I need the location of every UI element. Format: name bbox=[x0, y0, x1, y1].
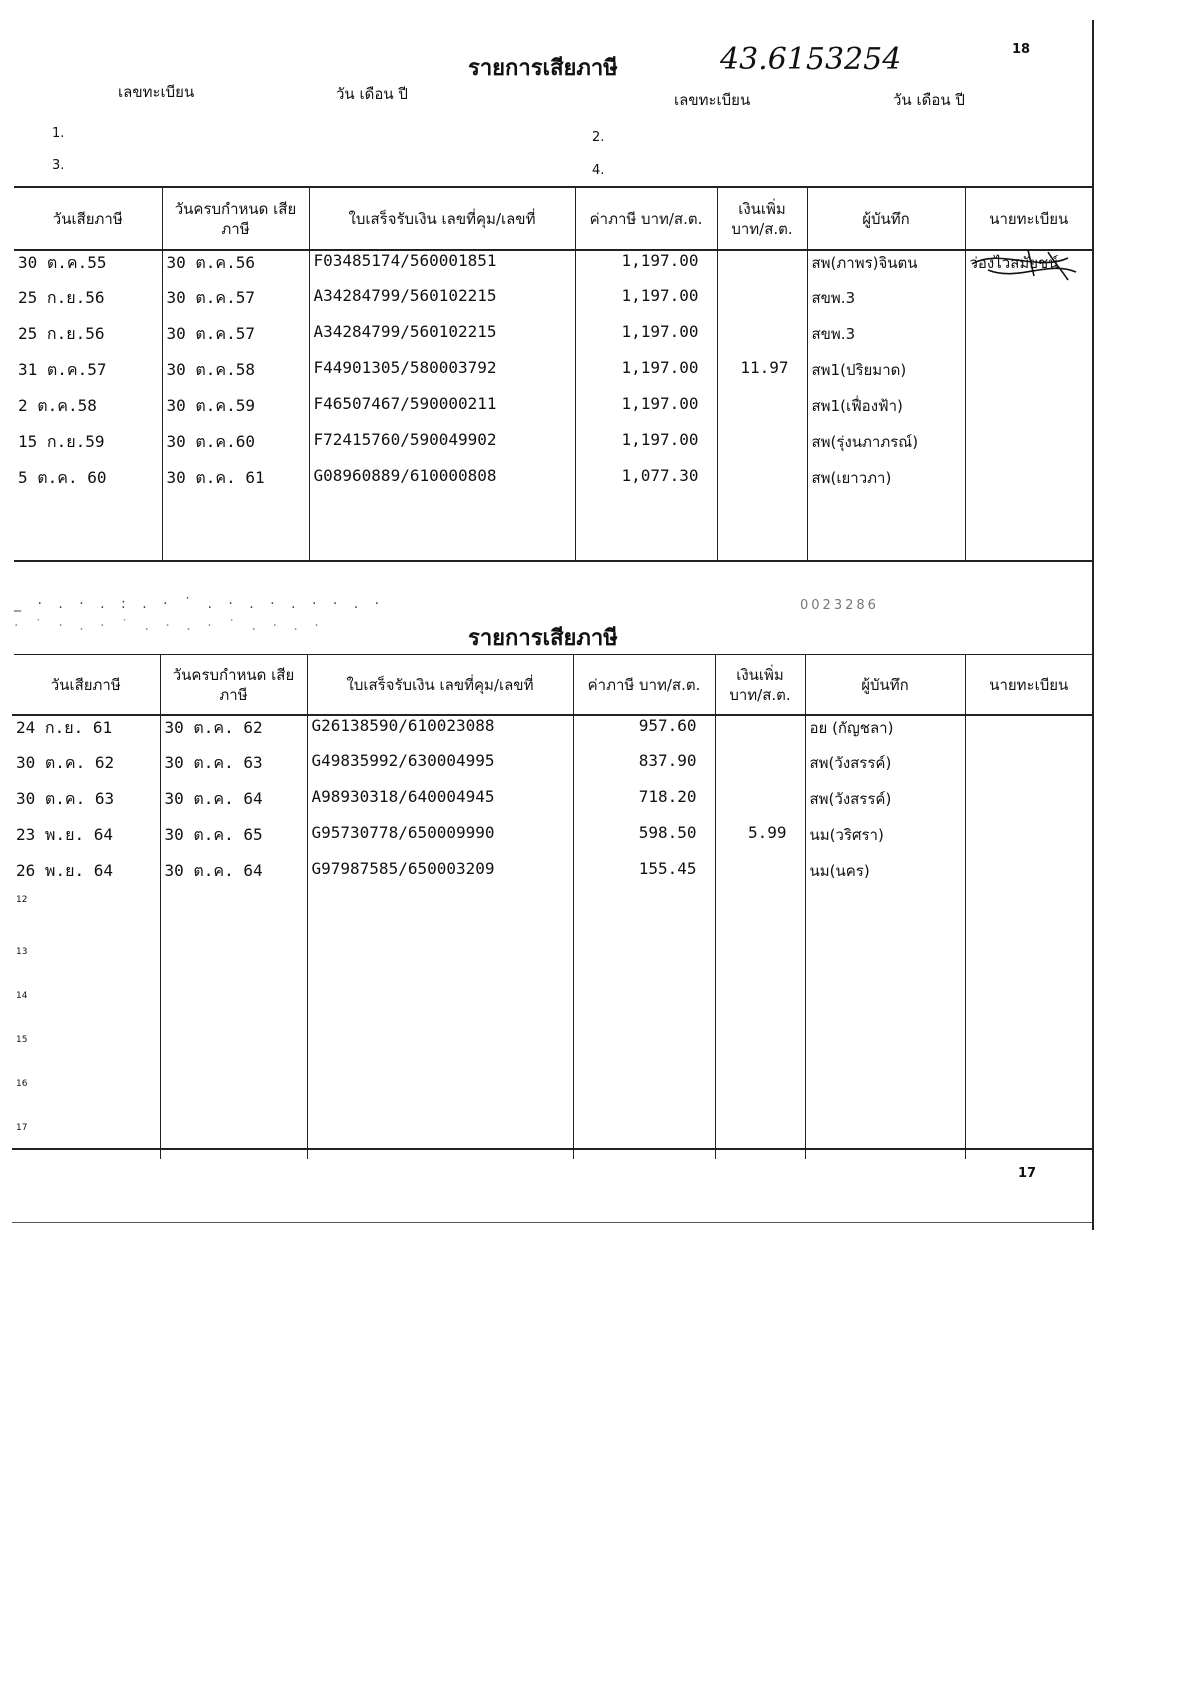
cell-registrar bbox=[965, 787, 1092, 823]
empty-cell bbox=[715, 895, 805, 1159]
registration-label-left: เลขทะเบียน bbox=[118, 83, 195, 101]
table-row bbox=[12, 787, 1092, 823]
cell-recorder: นม(วริศรา) bbox=[805, 823, 965, 859]
cell-receipt: G97987585/650003209 bbox=[307, 859, 573, 895]
cell-tax: 598.50 bbox=[573, 823, 715, 859]
cell-tax: 1,077.30 bbox=[575, 466, 717, 502]
row-number: 12 bbox=[16, 895, 28, 905]
cell-due-date: 30 ต.ค.58 bbox=[162, 358, 309, 394]
cell-receipt: F46507467/590000211 bbox=[309, 394, 575, 430]
cell-tax: 957.60 bbox=[573, 715, 715, 751]
cell-receipt: G26138590/610023088 bbox=[307, 715, 573, 751]
empty-cell bbox=[717, 502, 807, 560]
row-number: 13 bbox=[16, 947, 28, 957]
item-4: 4. bbox=[592, 163, 605, 178]
col-pay-date-2: วันเสียภาษี bbox=[12, 655, 160, 715]
cell-registrar bbox=[965, 358, 1092, 394]
handwritten-number: 43.6153254 bbox=[720, 42, 902, 77]
col-tax: ค่าภาษี บาท/ส.ต. bbox=[575, 188, 717, 250]
cell-tax: 155.45 bbox=[573, 859, 715, 895]
cell-registrar bbox=[965, 394, 1092, 430]
faint-number: 0023286 bbox=[800, 598, 879, 613]
cell-tax: 1,197.00 bbox=[575, 322, 717, 358]
cell-receipt: G08960889/610000808 bbox=[309, 466, 575, 502]
cell-registrar bbox=[965, 859, 1092, 895]
cell-pay-date: 2 ต.ค.58 bbox=[18, 396, 97, 415]
cell-recorder: สขพ.3 bbox=[807, 322, 965, 358]
cell-receipt: F44901305/580003792 bbox=[309, 358, 575, 394]
cell-pay-date: 25 ก.ย.56 bbox=[18, 324, 105, 343]
cell-pay-date: 5 ต.ค. 60 bbox=[18, 468, 107, 487]
table-row bbox=[14, 250, 1092, 286]
col-recorder: ผู้บันทึก bbox=[807, 188, 965, 250]
empty-cell bbox=[573, 895, 715, 1159]
signature-drawing bbox=[968, 242, 1080, 292]
empty-cell bbox=[162, 502, 309, 560]
cell-registrar bbox=[965, 751, 1092, 787]
tax-table-1 bbox=[14, 188, 1092, 560]
page-number-top: 18 bbox=[1012, 42, 1031, 57]
cell-registrar bbox=[965, 430, 1092, 466]
cell-surcharge bbox=[717, 322, 807, 358]
table2-bottom-rule bbox=[12, 1148, 1092, 1150]
cell-pay-date: 30 ต.ค.55 bbox=[18, 253, 107, 272]
cell-surcharge bbox=[715, 751, 805, 787]
col-surcharge: เงินเพิ่ม บาท/ส.ต. bbox=[717, 188, 807, 250]
col-due-date-2: วันครบกำหนด เสียภาษี bbox=[160, 655, 307, 715]
cell-pay-date: 26 พ.ย. 64 bbox=[16, 861, 113, 880]
section-title-2: รายการเสียภาษี bbox=[468, 625, 618, 651]
footer-rule bbox=[12, 1222, 1092, 1223]
empty-row-area bbox=[12, 895, 1092, 1159]
cell-tax: 1,197.00 bbox=[575, 394, 717, 430]
row-number: 14 bbox=[16, 991, 28, 1001]
cell-pay-date: 30 ต.ค. 63 bbox=[16, 789, 115, 808]
cell-surcharge bbox=[715, 787, 805, 823]
cell-registrar: ว่องไวสมัยชน์ bbox=[965, 250, 1092, 286]
col-pay-date: วันเสียภาษี bbox=[14, 188, 162, 250]
tax-table-2 bbox=[12, 655, 1092, 1159]
item-2: 2. bbox=[592, 130, 605, 145]
cell-due-date: 30 ต.ค.59 bbox=[162, 394, 309, 430]
cell-pay-date: 25 ก.ย.56 bbox=[18, 288, 105, 307]
page-title: รายการเสียภาษี bbox=[468, 55, 618, 81]
col-recorder-2: ผู้บันทึก bbox=[805, 655, 965, 715]
cell-due-date: 30 ต.ค. 64 bbox=[160, 859, 307, 895]
cell-recorder: สขพ.3 bbox=[807, 286, 965, 322]
cell-receipt: F72415760/590049902 bbox=[309, 430, 575, 466]
cell-surcharge bbox=[717, 430, 807, 466]
cell-pay-date: 31 ต.ค.57 bbox=[18, 360, 107, 379]
empty-cell bbox=[309, 502, 575, 560]
empty-row-area bbox=[14, 502, 1092, 560]
cell-due-date: 30 ต.ค. 62 bbox=[160, 715, 307, 751]
right-edge-line bbox=[1092, 20, 1094, 1230]
table-row bbox=[14, 322, 1092, 358]
cell-recorder: สพ(ภาพร)จินตน bbox=[807, 250, 965, 286]
item-3: 3. bbox=[52, 158, 65, 173]
empty-cell bbox=[14, 502, 162, 560]
empty-cell bbox=[575, 502, 717, 560]
cell-recorder: สพ(เยาวภา) bbox=[807, 466, 965, 502]
cell-due-date: 30 ต.ค.57 bbox=[162, 286, 309, 322]
table-row bbox=[12, 751, 1092, 787]
table-row bbox=[14, 466, 1092, 502]
cell-recorder: นม(นคร) bbox=[805, 859, 965, 895]
table-row bbox=[12, 823, 1092, 859]
row-number: 15 bbox=[16, 1035, 28, 1045]
empty-cell bbox=[805, 895, 965, 1159]
table-row bbox=[14, 358, 1092, 394]
cell-receipt: F03485174/560001851 bbox=[309, 250, 575, 286]
date-label-right: วัน เดือน ปี bbox=[893, 91, 965, 109]
cell-pay-date: 23 พ.ย. 64 bbox=[16, 825, 113, 844]
cell-recorder: สพ1(เฟื่องฟ้า) bbox=[807, 394, 965, 430]
cell-due-date: 30 ต.ค. 64 bbox=[160, 787, 307, 823]
table-row bbox=[14, 430, 1092, 466]
cell-recorder: สพ1(ปริยมาด) bbox=[807, 358, 965, 394]
row-number: 17 bbox=[16, 1123, 28, 1133]
cell-tax: 1,197.00 bbox=[575, 430, 717, 466]
table1-bottom-rule bbox=[14, 560, 1092, 562]
page-number-bottom: 17 bbox=[1018, 1166, 1037, 1181]
col-receipt-2: ใบเสร็จรับเงิน เลขที่คุม/เลขที่ bbox=[307, 655, 573, 715]
col-registrar: นายทะเบียน bbox=[965, 188, 1092, 250]
cell-tax: 1,197.00 bbox=[575, 250, 717, 286]
cell-registrar bbox=[965, 715, 1092, 751]
empty-cell bbox=[965, 502, 1092, 560]
cell-due-date: 30 ต.ค. 61 bbox=[162, 466, 309, 502]
cell-recorder: อย (กัญชลา) bbox=[805, 715, 965, 751]
cell-pay-date: 24 ก.ย. 61 bbox=[16, 718, 113, 737]
cell-receipt: G49835992/630004995 bbox=[307, 751, 573, 787]
cell-receipt: A98930318/640004945 bbox=[307, 787, 573, 823]
cell-tax: 837.90 bbox=[573, 751, 715, 787]
date-label-left: วัน เดือน ปี bbox=[336, 85, 408, 103]
col-registrar-2: นายทะเบียน bbox=[965, 655, 1092, 715]
cell-surcharge bbox=[715, 715, 805, 751]
col-surcharge-2: เงินเพิ่ม บาท/ส.ต. bbox=[715, 655, 805, 715]
empty-cell bbox=[307, 895, 573, 1159]
cell-pay-date: 15 ก.ย.59 bbox=[18, 432, 105, 451]
cell-tax: 718.20 bbox=[573, 787, 715, 823]
cell-surcharge: 11.97 bbox=[717, 358, 807, 394]
empty-cell bbox=[965, 895, 1092, 1159]
cell-pay-date: 30 ต.ค. 62 bbox=[16, 753, 115, 772]
cell-surcharge bbox=[717, 286, 807, 322]
cell-surcharge bbox=[717, 394, 807, 430]
cell-surcharge: 5.99 bbox=[715, 823, 805, 859]
cell-surcharge bbox=[717, 250, 807, 286]
cell-due-date: 30 ต.ค.57 bbox=[162, 322, 309, 358]
cell-registrar bbox=[965, 823, 1092, 859]
cell-tax: 1,197.00 bbox=[575, 358, 717, 394]
cell-receipt: A34284799/560102215 bbox=[309, 286, 575, 322]
cell-due-date: 30 ต.ค.56 bbox=[162, 250, 309, 286]
cell-recorder: สพ(รุ่งนภาภรณ์) bbox=[807, 430, 965, 466]
empty-cell bbox=[807, 502, 965, 560]
cell-surcharge bbox=[717, 466, 807, 502]
col-tax-2: ค่าภาษี บาท/ส.ต. bbox=[573, 655, 715, 715]
cell-recorder: สพ(วังสรรค์) bbox=[805, 751, 965, 787]
table-row bbox=[12, 859, 1092, 895]
row-number: 16 bbox=[16, 1079, 28, 1089]
registration-label-right: เลขทะเบียน bbox=[674, 91, 751, 109]
table-row bbox=[12, 715, 1092, 751]
empty-cell bbox=[12, 895, 160, 1159]
col-due-date: วันครบกำหนด เสียภาษี bbox=[162, 188, 309, 250]
empty-cell bbox=[160, 895, 307, 1159]
cell-registrar bbox=[965, 466, 1092, 502]
cell-receipt: G95730778/650009990 bbox=[307, 823, 573, 859]
table-row bbox=[14, 286, 1092, 322]
table-row bbox=[14, 394, 1092, 430]
cell-surcharge bbox=[715, 859, 805, 895]
col-receipt: ใบเสร็จรับเงิน เลขที่คุม/เลขที่ bbox=[309, 188, 575, 250]
cell-due-date: 30 ต.ค. 65 bbox=[160, 823, 307, 859]
cell-due-date: 30 ต.ค.60 bbox=[162, 430, 309, 466]
cell-registrar bbox=[965, 322, 1092, 358]
cell-tax: 1,197.00 bbox=[575, 286, 717, 322]
cell-receipt: A34284799/560102215 bbox=[309, 322, 575, 358]
cell-recorder: สพ(วังสรรค์) bbox=[805, 787, 965, 823]
item-1: 1. bbox=[52, 126, 65, 141]
cell-due-date: 30 ต.ค. 63 bbox=[160, 751, 307, 787]
